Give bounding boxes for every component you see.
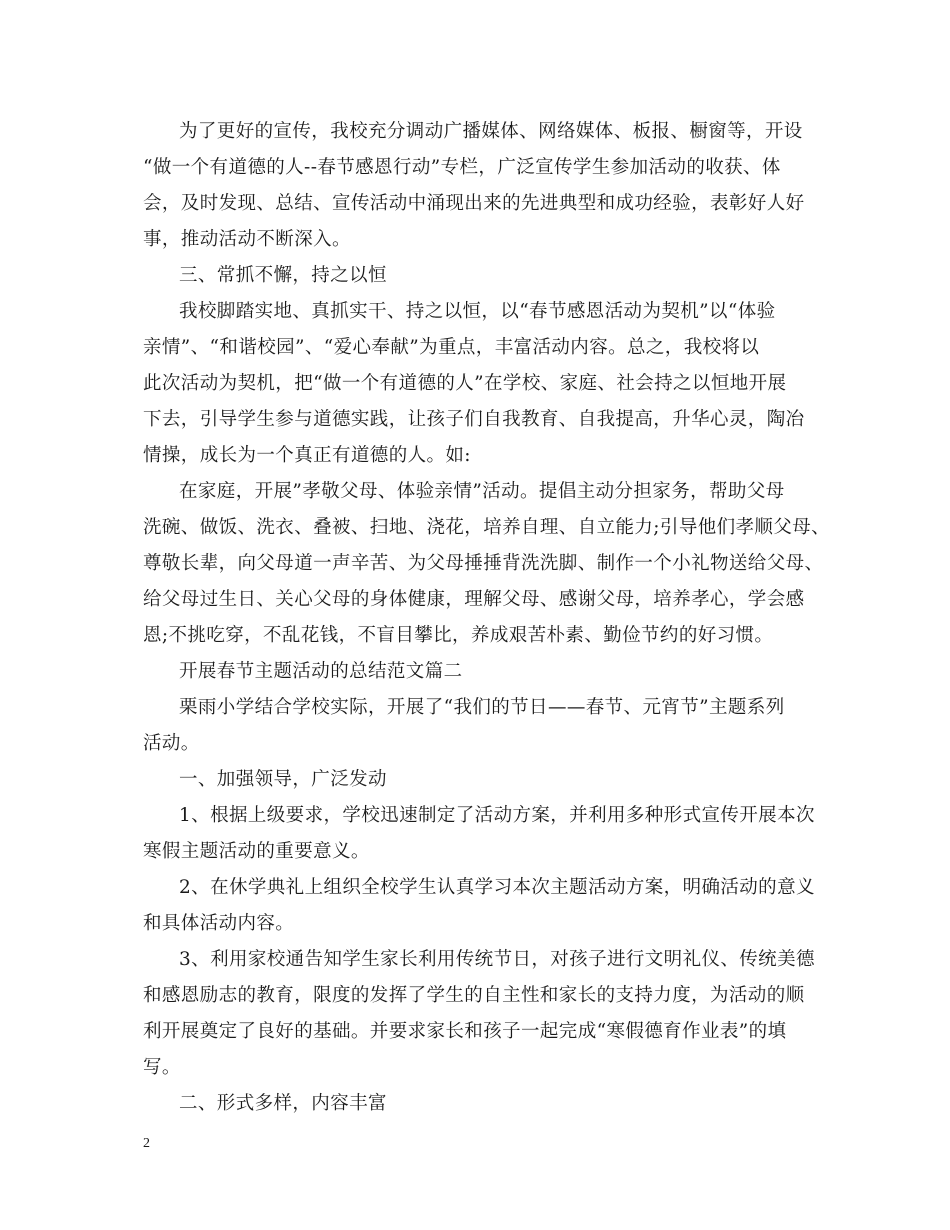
text-line: 写。 [143,1057,181,1078]
text-line: 寒假主题活动的重要意义。 [143,841,370,862]
page-number: 2 [143,1136,150,1151]
text-line: 恩;不挑吃穿，不乱花钱，不盲目攀比，养成艰苦朴素、勤俭节约的好习惯。 [143,625,774,646]
text-line: 情操，成长为一个真正有道德的人。如: [143,445,471,466]
section-heading: 三、常抓不懈，持之以恒 [179,265,387,286]
section-heading: 二、形式多样，内容丰富 [179,1093,387,1114]
text-line: 下去，引导学生参与道德实践，让孩子们自我教育、自我提高，升华心灵，陶冶 [143,409,805,430]
article-title: 开展春节主题活动的总结范文篇二 [179,661,463,682]
text-line: 尊敬长辈，向父母道一声辛苦、为父母捶捶背洗洗脚、制作一个小礼物送给父母、 [143,553,824,574]
text-line: 洗碗、做饭、洗衣、叠被、扫地、浇花，培养自理、自立能力;引导他们孝顺父母、 [143,517,831,538]
text-line: 此次活动为契机，把“做一个有道德的人”在学校、家庭、社会持之以恒地开展 [143,373,787,394]
text-line: 利开展奠定了良好的基础。并要求家长和孩子一起完成“寒假德育作业表”的填 [143,1021,787,1042]
text-line: 我校脚踏实地、真抓实干、持之以恒，以“春节感恩活动为契机”以“体验 [179,301,776,322]
text-line: 活动。 [143,733,200,754]
section-heading: 一、加强领导，广泛发动 [179,769,387,790]
text-line: “做一个有道德的人--春节感恩行动”专栏，广泛宣传学生参加活动的收获、体 [143,157,781,178]
text-line: 会，及时发现、总结、宣传活动中涌现出来的先进典型和成功经验，表彰好人好 [143,193,805,214]
text-line: 在家庭，开展”孝敬父母、体验亲情”活动。提倡主动分担家务，帮助父母 [179,481,785,502]
text-line: 1、根据上级要求，学校迅速制定了活动方案，并利用多种形式宣传开展本次 [179,805,815,826]
text-line: 3、利用家校通告知学生家长利用传统节日，对孩子进行文明礼仪、传统美德 [179,949,815,970]
text-line: 2、在休学典礼上组织全校学生认真学习本次主题活动方案，明确活动的意义 [179,877,815,898]
text-line: 栗雨小学结合学校实际，开展了“我们的节日——春节、元宵节”主题系列 [179,697,785,718]
text-line: 和感恩励志的教育，限度的发挥了学生的自主性和家长的支持力度，为活动的顺 [143,985,805,1006]
text-line: 和具体活动内容。 [143,913,295,934]
text-line: 亲情”、“和谐校园”、“爱心奉献”为重点，丰富活动内容。总之，我校将以 [143,337,760,358]
text-line: 事，推动活动不断深入。 [143,229,351,250]
text-line: 给父母过生日、关心父母的身体健康，理解父母、感谢父母，培养孝心，学会感 [143,589,805,610]
text-line: 为了更好的宣传，我校充分调动广播媒体、网络媒体、板报、橱窗等，开设 [179,121,803,142]
